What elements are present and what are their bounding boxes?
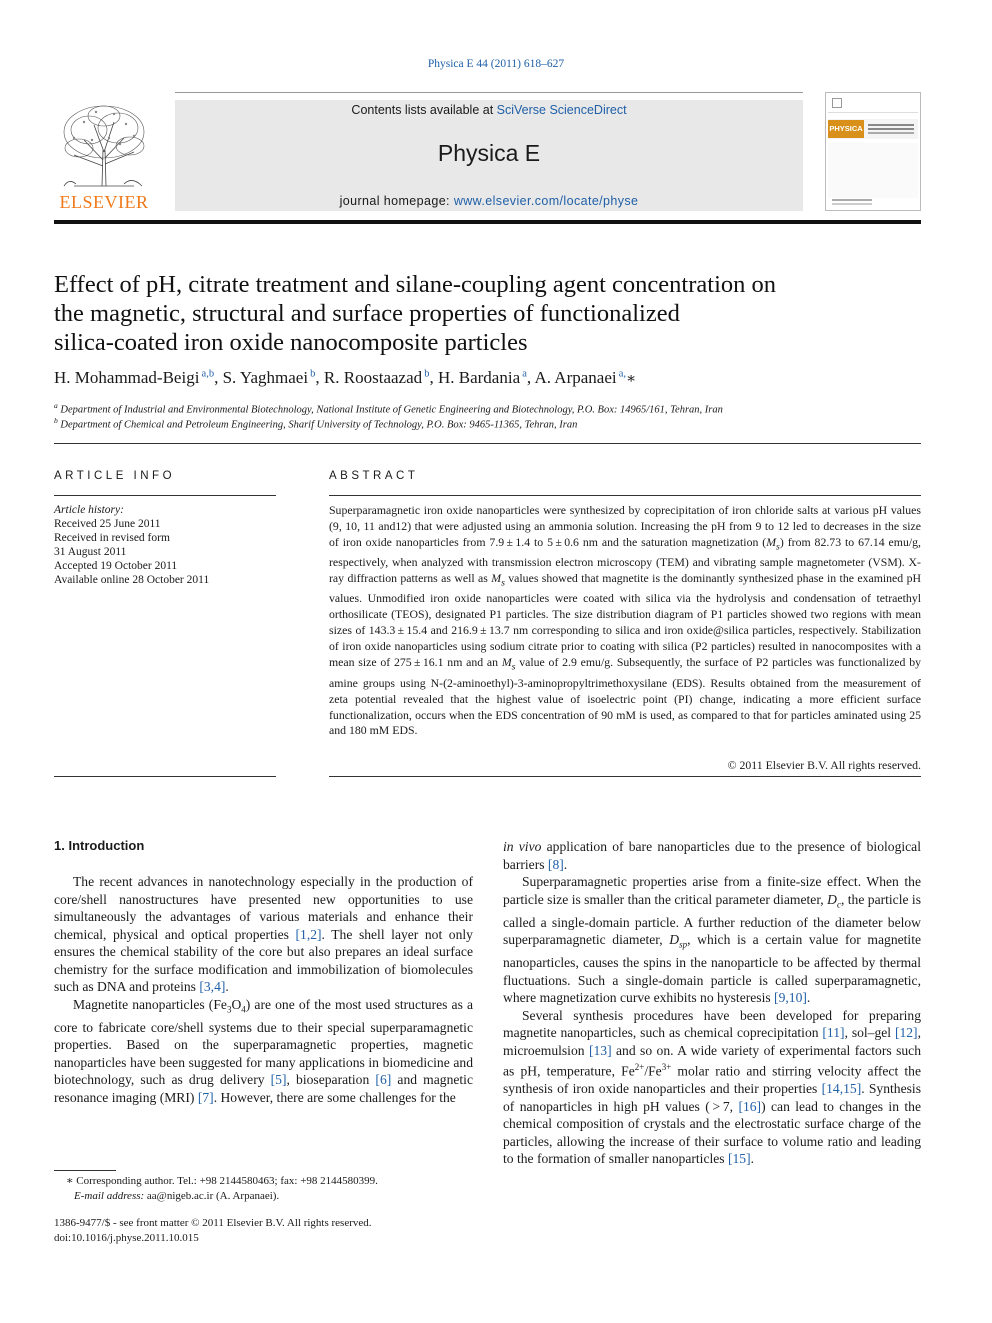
cover-small-logo-icon xyxy=(832,98,842,108)
abstract-heading: ABSTRACT xyxy=(329,470,419,482)
body-paragraph: Several synthesis procedures have been developed for preparing magnetite nanoparticles, such as chemical coprecipitation [11], sol–gel [12], microemulsion [13] and so on. A wide variety of experimental factors such as pH, temperature, $Fe^{2+}/Fe^{3+}$ molar ratio and stirring velocity affect the synthesis of iron oxide nanoparticles and their properties [14,15]. Synthesis of nanoparticles in high pH values ( > 7, [16]) can lead to changes in the chemical composition of crystals and the electrostatic surface charge of the particles, allowing the increase of their surface to volume ratio and leading to the formation of smaller nanoparticles [15]. xyxy=(503,1007,921,1167)
citation-link[interactable]: [14,15] xyxy=(821,1081,862,1097)
abstract-rule xyxy=(329,495,921,496)
cover-title: PHYSICA xyxy=(828,120,864,138)
corresponding-author-asterisk[interactable]: ∗ xyxy=(626,371,637,387)
citation-link[interactable]: [11] xyxy=(822,1025,845,1041)
cover-subtitle-lines xyxy=(868,124,914,126)
body-column-left xyxy=(54,873,473,1106)
citation-link[interactable]: [7] xyxy=(197,1089,214,1105)
citation-link[interactable]: [15] xyxy=(727,1151,751,1167)
citation-link[interactable]: [1,2] xyxy=(295,926,322,942)
journal-homepage xyxy=(175,194,803,208)
elsevier-wordmark: ELSEVIER xyxy=(59,192,149,212)
abstract-bottom-rule xyxy=(329,776,921,777)
author-list xyxy=(54,368,921,388)
elsevier-logo[interactable] xyxy=(54,100,154,212)
author-name: S. Yaghmaei xyxy=(222,368,309,387)
citation-link[interactable]: [3,4] xyxy=(199,979,226,994)
body-paragraph: Superparamagnetic properties arise from a finite-size effect. When the particle size is smaller than the critical parameter diameter, $D_c$, the particle is called a single-domain particle. A further reduction of the diameter below superparamagnetic diameter, $D_{sp}$, which is a certain value for magnetite nanoparticles, causes the spins in the nanoparticle to be affected by thermal fluctuations. Such a single-domain particle is called superparamagnetic, where magnetization curve exhibits no hysteresis [9,10]. xyxy=(503,874,922,1006)
affiliation-mark: a xyxy=(54,401,58,410)
history-label: Article history: xyxy=(54,504,124,516)
article-title xyxy=(54,270,921,357)
title-line: Effect of pH, citrate treatment and silane-coupling agent concentration on xyxy=(54,271,777,298)
author-name: H. Mohammad-Beigi xyxy=(54,368,200,387)
title-line: the magnetic, structural and surface properties of functionalized xyxy=(54,300,680,327)
author-name: A. Arpanaei xyxy=(534,368,617,387)
journal-citation[interactable]: Physica E 44 (2011) 618–627 xyxy=(427,58,565,70)
history-item: 31 August 2011 xyxy=(54,546,127,558)
issn-line: 1386-9477/$ - see front matter © 2011 Elsevier B.V. All rights reserved. xyxy=(54,1217,372,1229)
issn-doi-block xyxy=(54,1216,473,1246)
history-item: Received 25 June 2011 xyxy=(54,518,161,530)
title-divider xyxy=(54,443,921,444)
citation-link[interactable]: [12] xyxy=(894,1025,918,1041)
contents-prefix: Contents lists available at xyxy=(351,103,497,117)
footnote-asterisk: ∗ xyxy=(66,1175,74,1187)
body-column-right xyxy=(503,838,921,1168)
section-heading-introduction: 1. Introduction xyxy=(54,838,145,853)
email-label: E-mail address: xyxy=(74,1189,145,1202)
article-history xyxy=(54,503,276,587)
email-address[interactable]: aa@nigeb.ac.ir (A. Arpanaei). xyxy=(146,1189,280,1202)
body-paragraph: The recent advances in nanotechnology especially in the production of core/shell nanostructures have presented new opportunities to use simultaneously the advantages of various materials and enhance their chemical, physical and optical properties [1,2]. The shell layer not only ensures the chemical stability of the core but also prepares an ideal surface chemistry for the surface modification and immobilization of biomolecules such as DNA and proteins [3,4]. xyxy=(54,874,473,994)
affiliation-text: Department of Industrial and Environmental Biotechnology, National Institute of Genetic Engineering and Biotechnology, P.O. Box: 14965/161, Tehran, Iran xyxy=(60,404,723,416)
affiliation-text: Department of Chemical and Petroleum Engineering, Sharif University of Technology, P.O. Box: 9465-11365, Tehran, Iran xyxy=(60,419,578,431)
footnote-rule xyxy=(54,1170,116,1171)
cover-footer-lines xyxy=(832,199,872,201)
footnotes xyxy=(54,1174,473,1203)
footnote-text: Corresponding author. Tel.: +98 2144580463; fax: +98 2144580399. xyxy=(76,1175,378,1187)
citation-link[interactable]: [13] xyxy=(588,1042,612,1058)
affiliation-b xyxy=(54,416,921,431)
author-separator: , xyxy=(526,368,535,387)
homepage-link[interactable]: www.elsevier.com/locate/physe xyxy=(453,194,639,208)
article-info-rule xyxy=(54,495,276,496)
citation-link[interactable]: [9,10] xyxy=(774,990,807,1006)
header-thick-rule xyxy=(54,220,921,224)
author-separator: , xyxy=(214,368,223,387)
history-item: Accepted 19 October 2011 xyxy=(54,560,178,572)
citation-link[interactable]: [8] xyxy=(547,856,564,872)
header-top-rule xyxy=(175,92,803,93)
author-separator: , xyxy=(429,368,438,387)
article-info-bottom-rule xyxy=(54,776,276,777)
history-item: Received in revised form xyxy=(54,532,170,544)
author-name: H. Bardania xyxy=(437,368,521,387)
contents-availability xyxy=(175,103,803,117)
body-paragraph: in vivo application of bare nanoparticles due to the presence of biological barriers [8]. xyxy=(503,839,921,872)
journal-cover-thumbnail[interactable] xyxy=(825,92,921,211)
sciencedirect-link[interactable]: SciVerse ScienceDirect xyxy=(496,103,627,117)
author-name: R. Roostaazad xyxy=(323,368,423,387)
email-footnote xyxy=(54,1189,473,1204)
citation-link[interactable]: [16] xyxy=(738,1098,762,1114)
author-separator: , xyxy=(315,368,324,387)
cover-top-strip xyxy=(828,95,918,113)
affiliation-a xyxy=(54,401,921,416)
author-affiliation-mark[interactable]: a xyxy=(522,368,527,380)
corresponding-author-footnote xyxy=(54,1174,473,1189)
affiliation-mark: b xyxy=(54,416,58,425)
author-affiliation-mark[interactable]: b xyxy=(310,368,316,380)
abstract-copyright: © 2011 Elsevier B.V. All rights reserved. xyxy=(727,758,921,772)
body-paragraph: Magnetite nanoparticles $(Fe_3O_4)$ are one of the most used structures as a core to fabricate core/shell systems due to their special superparamagnetic properties. Based on the superparamagnetic properties, magnetic nanoparticles have been suggested for many applications in biomedicine and biotechnology, such as drug delivery [5], bioseparation [6] and magnetic resonance imaging (MRI) [7]. However, there are some challenges for the xyxy=(54,996,474,1105)
doi-line[interactable]: doi:10.1016/j.physe.2011.10.015 xyxy=(54,1232,199,1244)
citation-link[interactable]: [5] xyxy=(270,1072,287,1088)
cover-band xyxy=(828,119,918,139)
cover-body xyxy=(828,143,918,198)
history-item: Available online 28 October 2011 xyxy=(54,574,210,586)
author-affiliation-mark[interactable]: a, xyxy=(618,368,627,380)
author-affiliation-mark[interactable]: a,b xyxy=(201,368,215,380)
journal-name: Physica E xyxy=(437,140,541,166)
citation-link[interactable]: [6] xyxy=(375,1072,392,1088)
title-line: silica-coated iron oxide nanocomposite particles xyxy=(54,329,528,356)
abstract-text: Superparamagnetic iron oxide nanoparticles were synthesized by coprecipitation of iron chloride salts at various pH values (9, 10, 11 and12) that were adjusted using an ammonia solution. Increasing the pH from 9 to 12 led to decreases in the size of iron oxide nanoparticles from 7.9 ± 1.4 to 5 ± 0.6 nm and the saturation magnetization $(M_s)$ from 82.73 to 67.14 emu/g, respectively, when analyzed with transmission electron microscopy (TEM) and vibrating sample magnetometer (VSM). X-ray diffraction patterns as well as $M_s$ values showed that magnetite is the dominantly synthesized phase in the examined pH values. Unmodified iron oxide nanoparticles were coated with silica via the hydrolysis and condensation of tetraethyl orthosilicate (TEOS), designated P1 particles. The size distribution diagram of P1 particles showed two regions with mean sizes of 143.3 ± 15.4 and 216.9 ± 13.7 nm corresponding to silica and iron oxide@silica particles, respectively. Stabilization of iron oxide nanoparticles using sodium citrate prior to coating with silica (P2 particles) resulted in nanocomposites with a mean size of 275 ± 16.1 nm and an $M_s$ value of 2.9 emu/g. Subsequently, the surface of P2 particles was functionalized by amine groups using N-(2-aminoethyl)-3-aminopropyltrimethoxysilane (EDS). Results obtained from the measurement of zeta potential revealed that the highest value of isoelectric point (PI) change, indicating a more efficient surface functionalization, occurs when the EDS concentration of 90 mM is used, as compared to that for particles aminated using 25 and 180 mM EDS. xyxy=(329,503,922,738)
homepage-prefix: journal homepage: xyxy=(339,194,454,208)
author-affiliation-mark[interactable]: b xyxy=(424,368,430,380)
article-info-heading: ARTICLE INFO xyxy=(54,470,176,482)
